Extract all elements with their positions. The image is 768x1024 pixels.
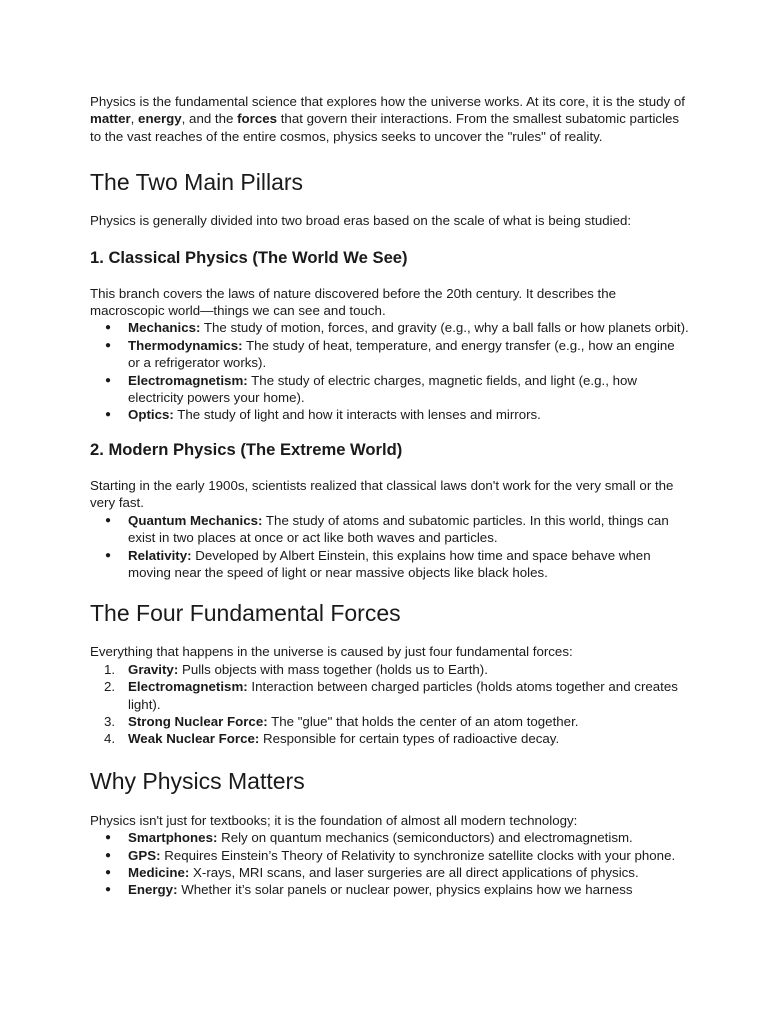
modern-list: [90, 512, 690, 582]
classical-paragraph: This branch covers the laws of nature discovered before the 20th century. It describes the macroscopic world—things we can see and touch.: [90, 285, 616, 319]
list-item-number: 3.: [104, 713, 116, 729]
heading-four-fundamental-forces: The Four Fundamental Forces: [90, 600, 401, 627]
list-item-term: GPS:: [128, 847, 161, 863]
matters-paragraph: Physics isn't just for textbooks; it is the foundation of almost all modern technology:: [90, 812, 578, 828]
list-item-desc: Responsible for certain types of radioactive decay.: [259, 731, 560, 747]
intro-sep-1: ,: [130, 111, 139, 127]
list-item: [90, 864, 690, 881]
list-item: [90, 881, 690, 898]
list-item-desc: The "glue" that holds the center of an atom together.: [267, 713, 579, 729]
list-item: [90, 372, 690, 407]
heading-two-main-pillars: The Two Main Pillars: [90, 169, 304, 196]
list-item-term: Quantum Mechanics:: [128, 512, 263, 528]
list-item: [90, 547, 690, 582]
intro-text-1: Physics is the fundamental science that explores how the universe works. At its core, it is the study of: [90, 94, 685, 109]
classical-list: [90, 319, 690, 423]
list-item-term: Optics:: [128, 407, 174, 423]
matters-list: [90, 829, 690, 899]
list-item-term: Energy:: [128, 882, 178, 898]
modern-paragraph: Starting in the early 1900s, scientists realized that classical laws don't work for the very small or the very fast.: [90, 477, 674, 511]
list-item-term: Mechanics:: [128, 320, 201, 336]
intro-text-2: that govern their interactions. From the smallest subatomic particles to the vast reaches of the entire cosmos, physics seeks to uncover the "rules" of reality.: [90, 111, 680, 144]
list-item: [90, 406, 690, 423]
list-item-term: Thermodynamics:: [128, 337, 243, 353]
list-item: [90, 319, 690, 336]
list-item-desc: Requires Einstein’s Theory of Relativity to synchronize satellite clocks with your phone.: [160, 847, 676, 863]
list-item-desc: The study of motion, forces, and gravity (e.g., why a ball falls or how planets orbit).: [200, 320, 689, 336]
list-item-desc: The study of light and how it interacts with lenses and mirrors.: [173, 407, 541, 423]
list-item: [90, 661, 690, 678]
list-item-term: Electromagnetism:: [128, 679, 248, 695]
list-item-term: Relativity:: [128, 547, 192, 563]
intro-paragraph: [90, 93, 690, 145]
list-item: [90, 337, 690, 372]
list-item-term: Smartphones:: [128, 830, 218, 846]
list-item-number: 1.: [104, 661, 116, 677]
list-item-desc: The study of atoms and subatomic particles. In this world, things can exist in two places at once or act like both waves and particles.: [128, 512, 669, 546]
heading-classical-physics: 1. Classical Physics (The World We See): [90, 247, 408, 267]
list-item: [90, 512, 690, 547]
list-item-term: Weak Nuclear Force:: [128, 731, 260, 747]
forces-paragraph: Everything that happens in the universe is caused by just four fundamental forces:: [90, 644, 573, 660]
list-item-term: Gravity:: [128, 661, 179, 677]
intro-matter: matter: [90, 111, 131, 127]
list-item-term: Electromagnetism:: [128, 372, 248, 388]
heading-why-physics-matters: Why Physics Matters: [90, 767, 305, 794]
list-item-desc: The study of heat, temperature, and energy transfer (e.g., how an engine or a refrigerator works).: [128, 337, 675, 371]
list-item-desc: Rely on quantum mechanics (semiconductors) and electromagnetism.: [217, 830, 633, 846]
heading-modern-physics: 2. Modern Physics (The Extreme World): [90, 439, 403, 459]
list-item-desc: Whether it’s solar panels or nuclear power, physics explains how we harness: [177, 882, 633, 898]
document-body: [90, 93, 690, 899]
list-item: [90, 730, 690, 747]
intro-forces: forces: [237, 111, 278, 127]
pillars-paragraph: Physics is generally divided into two broad eras based on the scale of what is being studied:: [90, 213, 632, 229]
list-item-desc: The study of electric charges, magnetic fields, and light (e.g., how electricity powers your home).: [128, 372, 637, 406]
list-item: [90, 678, 690, 713]
list-item-desc: Developed by Albert Einstein, this explains how time and space behave when moving near the speed of light or near massive objects like black holes.: [128, 547, 651, 580]
list-item: [90, 847, 690, 864]
list-item: [90, 829, 690, 846]
list-item-term: Strong Nuclear Force:: [128, 713, 268, 729]
list-item-desc: Interaction between charged particles (holds atoms together and creates light).: [128, 679, 678, 712]
intro-sep-2: , and the: [181, 111, 238, 127]
list-item-number: 2.: [104, 679, 116, 695]
intro-energy: energy: [138, 111, 182, 127]
list-item-desc: X-rays, MRI scans, and laser surgeries are all direct applications of physics.: [189, 864, 639, 880]
list-item: [90, 713, 690, 730]
list-item-term: Medicine:: [128, 864, 190, 880]
list-item-number: 4.: [104, 731, 116, 747]
forces-list: [90, 661, 690, 748]
list-item-desc: Pulls objects with mass together (holds us to Earth).: [178, 661, 488, 677]
